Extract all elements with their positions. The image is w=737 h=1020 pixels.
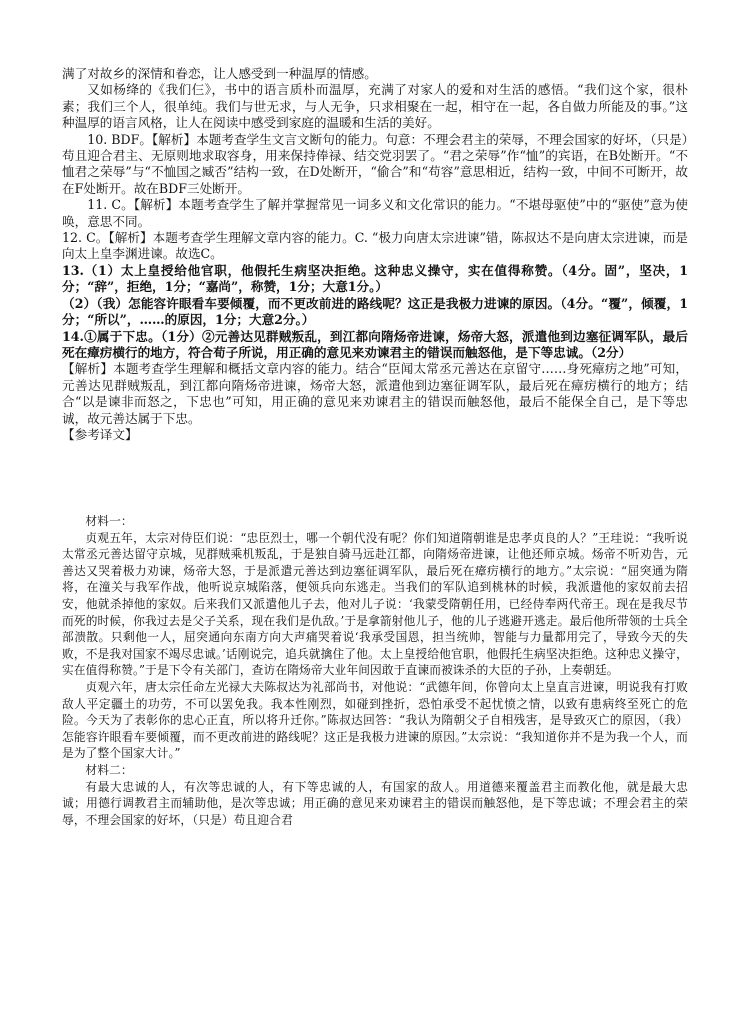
translation-paragraph: 有最大忠诚的人，有次等忠诚的人，有下等忠诚的人，有国家的敌人。用道德来覆盖君主而教化他，就是最大忠诚；用德行调教君主而辅助他，是次等忠诚；用正确的意见来劝谏君主的错误而触怒他，是下等忠诚；不理会君主的荣辱，不理会国家的好坏，（只是）苟且迎合君 [62, 779, 688, 827]
translation-paragraph: 贞观六年，唐太宗任命左光禄大夫陈叔达为礼部尚书，对他说：“武德年间，你曾向太上皇直言进谏，明说我有打败敌人平定疆土的功劳，不可以罢免我。我本性刚烈，如碰到挫折，恐怕承受不起忧愤之情，以致有患病终至死亡的危险。今天为了表彰你的忠心正直，所以将升迁你。”陈叔达回答：“我认为隋朝父子自相残害，是导致灭亡的原因，（我）怎能容许眼看车要倾覆，而不更改前进的路线呢？这正是我极力进谏的原因。”太宗说：“我知道你并不是为我一个人，而是为了整个国家大计。” [62, 679, 688, 761]
answer-paragraph: 【解析】本题考查学生理解和概括文章内容的能力。结合“臣闻太常丞元善达在京留守……身死瘴疠之地”可知，元善达见群贼叛乱，到江都向隋炀帝进谏，炀帝大怒，派遣他到边塞征调军队，最后死在瘴疠横行的地方；结合“以是谏非而怒之，下忠也”可知，用正确的意见来劝谏君主的错误而触怒他，最后不能保全自己，是下等忠诚，故元善达属于下忠。 [62, 361, 688, 426]
answer-section [62, 66, 688, 443]
answer-paragraph: 【参考译文】 [62, 426, 138, 442]
translation-paragraph: 材料二： [85, 762, 133, 777]
answer-paragraph: 又如杨绛的《我们仨》，书中的语言质朴而温厚，充满了对家人的爱和对生活的感悟。“我们这个家，很朴素；我们三个人，很单纯。我们与世无求，与人无争，只求相聚在一起，相守在一起，各自做力所能及的事。”这种温厚的语言风格，让人在阅读中感受到家庭的温暖和生活的美好。 [62, 82, 688, 131]
answer-paragraph: 13.（1）太上皇授给他官职，他假托生病坚决拒绝。这种忠义操守，实在值得称赞。（4分。固”，坚决，1分；“辞”，拒绝，1分；“嘉尚”，称赞，1分；大意1分。） [62, 262, 688, 295]
answer-paragraph: （2）（我）怎能容许眼看车要倾覆，而不更改前进的路线呢？这正是我极力进谏的原因。（4分。“覆”，倾覆，1分；“所以”，……的原因，1分；大意2分。） [62, 295, 688, 328]
answer-paragraph: 12. C。【解析】本题考查学生理解文章内容的能力。C. “极力向唐太宗进谏”错，陈叔达不是向唐太宗进谏，而是向太上皇李渊进谏。故选C。 [62, 230, 688, 262]
answer-paragraph: 10. BDF。【解析】本题考查学生文言文断句的能力。句意：不理会君主的荣辱，不理会国家的好坏，（只是）苟且迎合君主、无原则地求取容身，用来保持俸禄、结交党羽罢了。“君之荣辱”作“恤”的宾语，在B处断开。“不恤君之荣辱”与“不恤国之臧否”结构一致，在D处断开，“偷合”和“苟容”意思相近，结构一致，中间不可断开，故在F处断开。故在BDF三处断开。 [62, 131, 688, 196]
answer-paragraph: 满了对故乡的深情和眷恋，让人感受到一种温厚的情感。 [62, 66, 377, 81]
translation-paragraph: 贞观五年，太宗对侍臣们说：“忠臣烈士，哪一个朝代没有呢？你们知道隋朝谁是忠孝贞良的人？”王珪说：“我听说太常丞元善达留守京城，见群贼乘机叛乱，于是独自骑马远赴江都，向隋炀帝进谏，让他还师京城。炀帝不听劝告，元善达又哭着极力劝谏，炀帝大怒，于是派遣元善达到边塞征调军队，最后死在瘴疠横行的地方。”太宗说：“屈突通为隋将，在潼关与我军作战，他听说京城陷落，便领兵向东逃走。当我们的军队追到桃林的时候，我派遣他的家奴前去招安，他就杀掉他的家奴。后来我们又派遣他儿子去，他对儿子说：‘我蒙受隋朝任用，已经侍奉两代帝王。现在是我尽节而死的时候，你我过去是父子关系，现在我们是仇敌。’于是拿箭射他儿子，他的儿子逃避开逃走。最后他所带领的士兵全部溃散。只剩他一人，屈突通向东南方向大声痛哭着说‘我承受国恩，担当统帅，智能与力量都用完了，导致今天的失败，不是我对国家不竭尽忠诚。’话刚说完，追兵就擒住了他。太上皇授给他官职，他假托生病坚决拒绝。这种忠义操守，实在值得称赞。”于是下令有关部门，查访在隋炀帝大业年间因敢于直谏而被诛杀的大臣的子孙，上奏朝廷。 [62, 530, 688, 678]
answer-paragraph: 11. C。【解析】本题考查学生了解并掌握常见一词多义和文化常识的能力。“不堪母驱使”中的“驱使”意为使唤，意思不同。 [62, 197, 688, 229]
translation-section [62, 513, 688, 828]
answer-paragraph: 14.①属于下忠。（1分）②元善达见群贼叛乱，到江都向隋炀帝进谏，炀帝大怒，派遣他到边塞征调军队，最后死在瘴疠横行的地方，符合荀子所说，用正确的意见来劝谏君主的错误而触怒他，是下等忠诚。（2分） [62, 328, 688, 360]
translation-paragraph: 材料一： [85, 514, 133, 528]
